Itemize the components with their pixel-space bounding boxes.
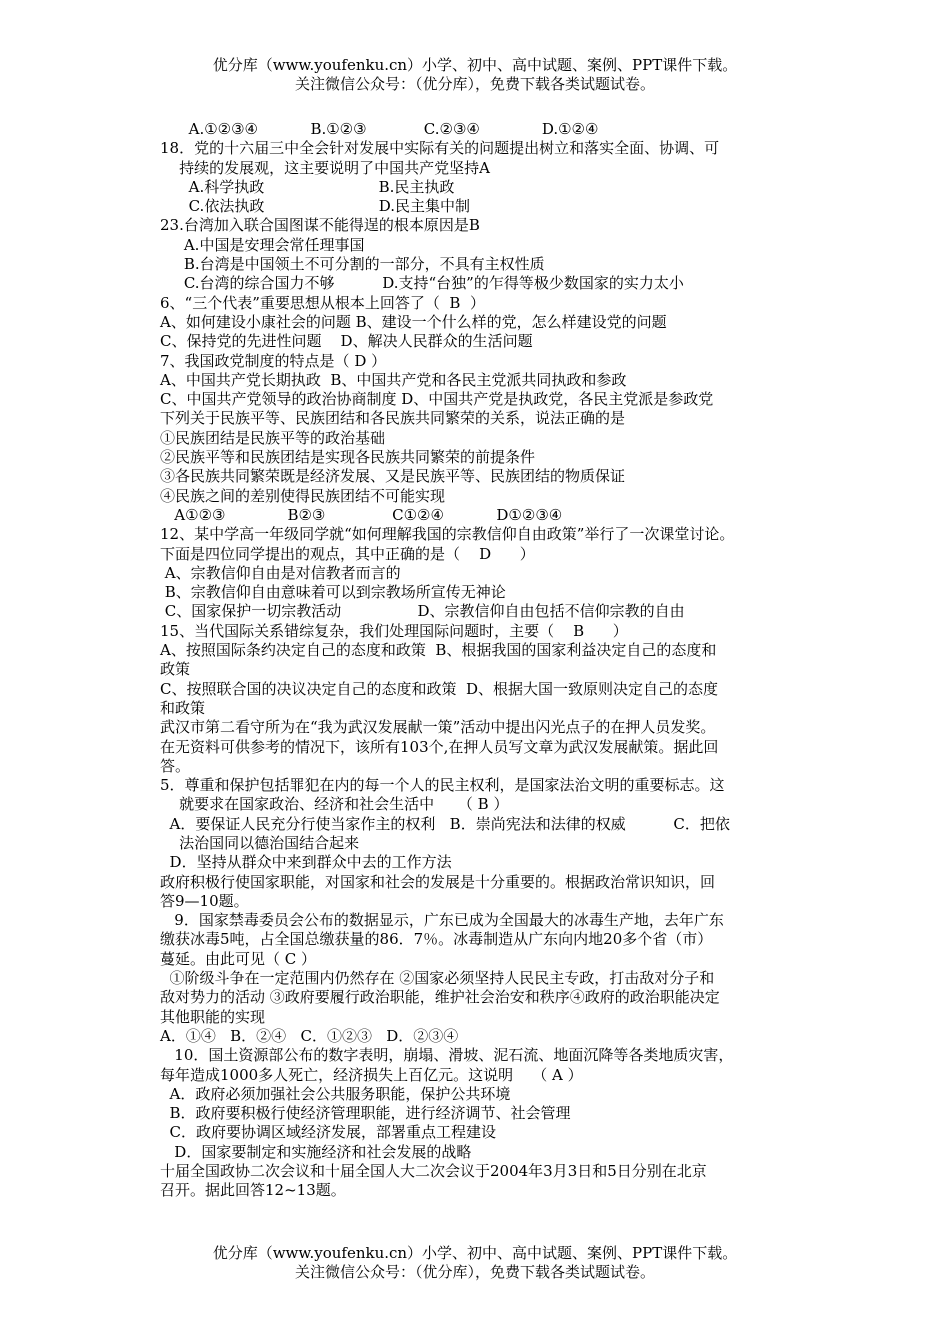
text-line: C、保持党的先进性问题 D、解决人民群众的生活问题 <box>160 332 533 351</box>
text-line: ②民族平等和民族团结是实现各民族共同繁荣的前提条件 <box>160 448 536 467</box>
text-line: 就要求在国家政治、经济和社会生活中 （ B ） <box>160 795 509 814</box>
text-line: 召开。据此回答12~13题。 <box>160 1181 346 1200</box>
text-line: 6、“三个代表”重要思想从根本上回答了（ B ） <box>160 293 485 312</box>
text-line: A．政府必须加强社会公共服务职能，保护公共环境 <box>160 1084 511 1103</box>
text-line: A、宗教信仰自由是对信教者而言的 <box>160 563 401 582</box>
footer-line-2: 关注微信公众号：（优分库），免费下载各类试题试卷。 <box>294 1263 655 1281</box>
header-line-1: 优分库（www.youfenku.cn）小学、初中、高中试题、案例、PPT课件下载。 <box>212 56 738 74</box>
text-line: ①阶级斗争在一定范围内仍然存在 ②国家必须坚持人民民主专政，打击敌对分子和 <box>160 969 715 988</box>
text-line: 法治国同以德治国结合起来 <box>160 833 360 852</box>
document-body <box>160 120 800 1201</box>
text-line: 持续的发展观，这主要说明了中国共产党坚持A <box>160 158 490 177</box>
text-line: A．要保证人民充分行使当家作主的权利 B．崇尚宪法和法律的权威 C．把依 <box>160 814 730 833</box>
text-line: B．政府要积极行使经济管理职能，进行经济调节、社会管理 <box>160 1104 571 1123</box>
text-line: 23.台湾加入联合国图谋不能得逞的根本原因是B <box>160 216 480 235</box>
text-line: ①民族团结是民族平等的政治基础 <box>160 428 386 447</box>
text-line: 政府积极行使国家职能，对国家和社会的发展是十分重要的。根据政治常识知识，回 <box>160 872 716 891</box>
text-line: D．国家要制定和实施经济和社会发展的战略 <box>160 1142 472 1161</box>
text-line: 10．国土资源部公布的数字表明，崩塌、滑坡、泥石流、地面沉降等各类地质灾害， <box>160 1046 734 1065</box>
text-line: 5．尊重和保护包括罪犯在内的每一个人的民主权利，是国家法治文明的重要标志。这 <box>160 776 725 795</box>
text-line: 其他职能的实现 <box>160 1007 266 1026</box>
text-line: 缴获冰毒5吨，占全国总缴获量的86．7％。冰毒制造从广东向内地20多个省（市） <box>160 930 713 949</box>
text-line: B.台湾是中国领土不可分割的一部分，不具有主权性质 <box>160 255 545 274</box>
text-line: 18．党的十六届三中全会针对发展中实际有关的问题提出树立和落实全面、协调、可 <box>160 139 720 158</box>
header-line-2: 关注微信公众号：（优分库），免费下载各类试题试卷。 <box>294 75 655 93</box>
text-line: 下面是四位同学提出的观点，其中正确的是（ D ） <box>160 544 535 563</box>
text-line: A、中国共产党长期执政 B、中国共产党和各民主党派共同执政和参政 <box>160 370 627 389</box>
text-line: 12、某中学高一年级同学就“如何理解我国的宗教信仰自由政策”举行了一次课堂讨论。 <box>160 525 735 544</box>
text-line: 7、我国政党制度的特点是（ D ） <box>160 351 387 370</box>
text-line: A、按照国际条约决定自己的态度和政策 B、根据我国的国家利益决定自己的态度和 <box>160 641 717 660</box>
page-header <box>0 56 950 94</box>
text-line: A.中国是安理会常任理事国 <box>160 235 365 254</box>
text-line: 十届全国政协二次会议和十届全国人大二次会议于2004年3月3日和5日分别在北京 <box>160 1162 707 1181</box>
text-line: 武汉市第二看守所为在“我为武汉发展献一策”活动中提出闪光点子的在押人员发奖。 <box>160 718 716 737</box>
text-line: C、国家保护一切宗教活动 D、宗教信仰自由包括不信仰宗教的自由 <box>160 602 685 621</box>
text-line: C.依法执政 D.民主集中制 <box>160 197 471 216</box>
text-line: 在无资料可供参考的情况下，该所有103个,在押人员写文章为武汉发展献策。据此回 <box>160 737 719 756</box>
footer-line-1: 优分库（www.youfenku.cn）小学、初中、高中试题、案例、PPT课件下载。 <box>212 1244 738 1262</box>
text-line: C．政府要协调区域经济发展，部署重点工程建设 <box>160 1123 497 1142</box>
text-line: C、按照联合国的决议决定自己的态度和政策 D、根据大国一致原则决定自己的态度 <box>160 679 719 698</box>
text-line: 敌对势力的活动 ③政府要履行政治职能，维护社会治安和秩序④政府的政治职能决定 <box>160 988 720 1007</box>
text-line: 下列关于民族平等、民族团结和各民族共同繁荣的关系，说法正确的是 <box>160 409 626 428</box>
text-line: A.①②③④ B.①②③ C.②③④ D.①②④ <box>160 120 599 138</box>
text-line: A、如何建设小康社会的问题 B、建设一个什么样的党，怎么样建设党的问题 <box>160 312 667 331</box>
text-line: A①②③ B②③ C①②④ D①②③④ <box>160 505 563 524</box>
text-line: 答9—10题。 <box>160 891 249 910</box>
text-line: 每年造成1000多人死亡，经济损失上百亿元。这说明 （ A ） <box>160 1065 583 1084</box>
text-line: 答。 <box>160 756 191 775</box>
text-line: B、宗教信仰自由意味着可以到宗教场所宣传无神论 <box>160 583 506 602</box>
text-line: 政策 <box>160 660 191 679</box>
text-line: A．①④ B．②④ C．①②③ D．②③④ <box>160 1026 459 1045</box>
text-line: C、中国共产党领导的政治协商制度 D、中国共产党是执政党，各民主党派是参政党 <box>160 390 714 409</box>
text-line: 15、当代国际关系错综复杂，我们处理国际问题时，主要（ B ） <box>160 621 628 640</box>
text-line: D．坚持从群众中来到群众中去的工作方法 <box>160 853 452 872</box>
text-line: ④民族之间的差别使得民族团结不可能实现 <box>160 486 446 505</box>
page-footer <box>0 1244 950 1282</box>
text-line: ③各民族共同繁荣既是经济发展、又是民族平等、民族团结的物质保证 <box>160 467 626 486</box>
text-line: 和政策 <box>160 698 206 717</box>
text-line: 蔓延。由此可见（ C ） <box>160 949 317 968</box>
text-line: A.科学执政 B.民主执政 <box>160 177 455 196</box>
text-line: 9．国家禁毒委员会公布的数据显示，广东已成为全国最大的冰毒生产地，去年广东 <box>160 911 724 930</box>
text-line: C.台湾的综合国力不够 D.支持“台独”的乍得等极少数国家的实力太小 <box>160 274 684 293</box>
